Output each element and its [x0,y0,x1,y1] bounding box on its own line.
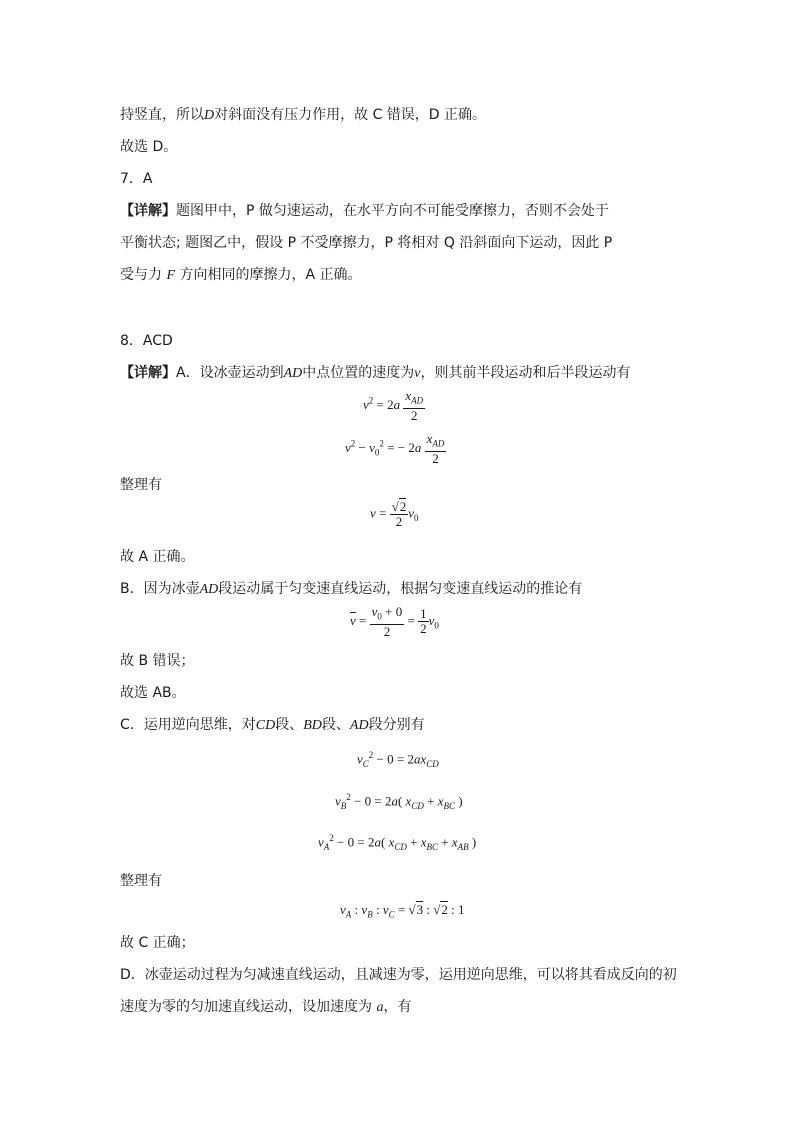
equation-v-result: v = $\frac{√2}{2}$ $v_0$ [370,499,419,529]
detail-tag: 【详解】 [120,365,176,381]
text-line: 故 A 正确。 [120,549,195,565]
detail-tag: 【详解】 [120,203,176,219]
answer-number: 7．A [120,171,153,187]
text-line: 【详解】A．设冰壶运动到AD中点位置的速度为v，则其前半段运动和后半段运动有 [120,365,631,381]
text-line: 故 B 错误； [120,653,195,669]
text-line: 故 C 正确； [120,935,195,951]
equation-ad: $v_A^2 - 0 = 2a$( $x_{CD} + x_{BC} + x_{AB}$ ) [318,833,477,852]
equation-cd: $v_C^2 - 0 = 2ax_{CD}$ [357,750,439,769]
text-line: 【详解】题图甲中，P 做匀速运动，在水平方向不可能受摩擦力，否则不会处于 [120,203,609,219]
text-line: 平衡状态; 题图乙中，假设 P 不受摩擦力，P 将相对 Q 沿斜面向下运动，因此 P [120,235,613,251]
text-line: 整理有 [120,873,162,889]
text-line: 故选 AB。 [120,685,186,701]
text-line: D．冰壶运动过程为匀减速直线运动，且减速为零，运用逆向思维，可以将其看成反向的初 [120,967,677,983]
text-line: 速度为零的匀加速直线运动，设加速度为 a，有 [120,999,412,1015]
equation-velocity-ratio: $v_A$ : $v_B$ : $v_C = √3$ : √2 : 1 [340,902,465,920]
text-line: B．因为冰壶AD段运动属于匀变速直线运动，根据匀变速直线运动的推论有 [120,581,583,597]
text-line: 持竖直，所以D对斜面没有压力作用，故 C 错误，D 正确。 [120,107,487,123]
text-line: 受与力 F 方向相同的摩擦力，A 正确。 [120,267,362,283]
text-line: C．运用逆向思维，对CD段、BD段、AD段分别有 [120,717,425,733]
answer-number: 8．ACD [120,333,173,349]
equation-average-velocity: $\overline{v}$ = $\frac{v_0 + 0}{2}$ = $\frac{1}{2}$ $v_0$ [350,604,439,639]
text-line: 故选 D。 [120,139,178,155]
equation-v-squared: $v^2 = 2a$ $\frac{x_{AD}}{2}$ [363,388,424,423]
text-line: 整理有 [120,477,162,493]
equation-second-half: $v^2 - v_0^2$ = − 2a $\frac{x_{AD}}{2}$ [345,431,445,466]
equation-bd: $v_B^2 - 0 = 2a$( $x_{CD} + x_{BC}$ ) [335,792,463,811]
